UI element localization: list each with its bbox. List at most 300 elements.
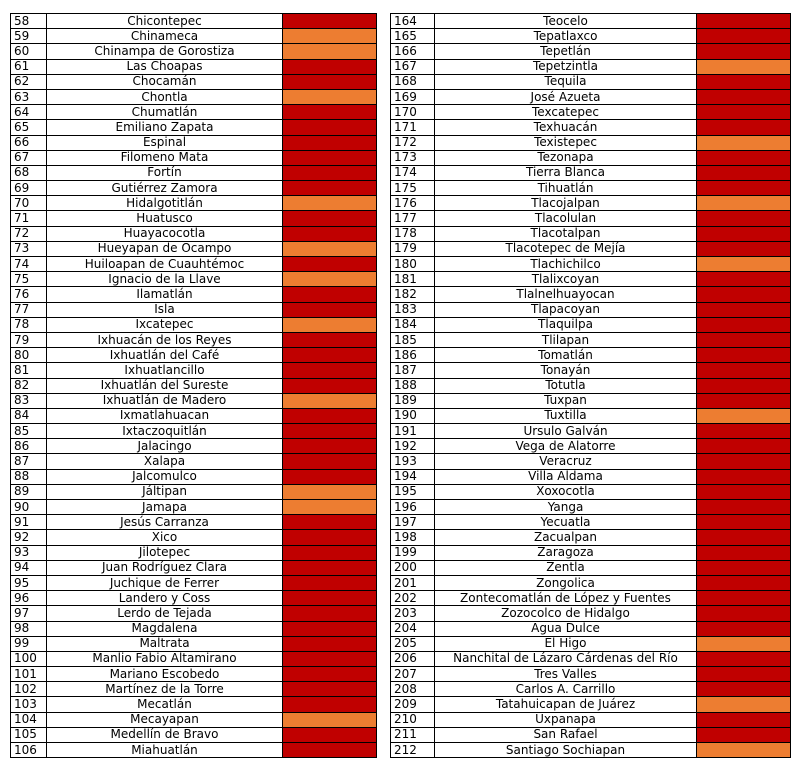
row-number: 170 (391, 105, 435, 120)
municipality-name: Zacualpan (435, 530, 697, 545)
table-row (11, 363, 377, 378)
row-number: 165 (391, 29, 435, 44)
table-row (11, 44, 377, 59)
level-swatch-orange (283, 712, 377, 727)
row-number: 67 (11, 150, 47, 165)
row-number: 77 (11, 302, 47, 317)
municipality-name: Tlacotepec de Mejía (435, 241, 697, 256)
municipality-name: Chinameca (47, 29, 283, 44)
table-row (391, 211, 791, 226)
level-swatch-red (283, 697, 377, 712)
row-number: 85 (11, 424, 47, 439)
municipality-name: Tlalnelhuayocan (435, 287, 697, 302)
table-row (11, 682, 377, 697)
table-row (391, 454, 791, 469)
row-number: 68 (11, 165, 47, 180)
row-number: 193 (391, 454, 435, 469)
table-row (391, 636, 791, 651)
table-row (391, 378, 791, 393)
table-row (11, 165, 377, 180)
table-row (391, 272, 791, 287)
table-row (391, 241, 791, 256)
municipality-name: Tonayán (435, 363, 697, 378)
table-row (391, 135, 791, 150)
row-number: 169 (391, 89, 435, 104)
municipality-name: Tierra Blanca (435, 165, 697, 180)
table-row (11, 575, 377, 590)
table-row (391, 712, 791, 727)
table-row (391, 697, 791, 712)
municipality-name: Tlacotalpan (435, 226, 697, 241)
table-row (391, 196, 791, 211)
municipality-name: Medellín de Bravo (47, 727, 283, 742)
municipality-name: Jáltipan (47, 484, 283, 499)
row-number: 94 (11, 560, 47, 575)
municipality-name: Manlio Fabio Altamirano (47, 651, 283, 666)
row-number: 66 (11, 135, 47, 150)
level-swatch-red (697, 575, 791, 590)
level-swatch-orange (283, 89, 377, 104)
municipality-name: Fortín (47, 165, 283, 180)
row-number: 198 (391, 530, 435, 545)
municipality-name: Tihuatlán (435, 181, 697, 196)
municipality-name: Ixhuatlán del Café (47, 348, 283, 363)
municipality-name: Xalapa (47, 454, 283, 469)
municipality-name: Tatahuicapan de Juárez (435, 697, 697, 712)
municipality-name: Nanchital de Lázaro Cárdenas del Río (435, 651, 697, 666)
level-swatch-red (697, 454, 791, 469)
row-number: 92 (11, 530, 47, 545)
level-swatch-red (283, 14, 377, 29)
row-number: 59 (11, 29, 47, 44)
table-row (391, 682, 791, 697)
table-row (391, 14, 791, 29)
level-swatch-red (697, 74, 791, 89)
level-swatch-orange (283, 317, 377, 332)
left-municipality-table (10, 13, 377, 758)
row-number: 97 (11, 606, 47, 621)
municipality-name: Teocelo (435, 14, 697, 29)
level-swatch-red (283, 727, 377, 742)
level-swatch-red (283, 439, 377, 454)
table-row (391, 165, 791, 180)
table-row (11, 454, 377, 469)
level-swatch-red (697, 712, 791, 727)
level-swatch-red (697, 621, 791, 636)
municipality-name: Villa Aldama (435, 469, 697, 484)
level-swatch-red (697, 332, 791, 347)
municipality-name: Jamapa (47, 500, 283, 515)
level-swatch-red (697, 393, 791, 408)
table-row (11, 135, 377, 150)
level-swatch-red (697, 120, 791, 135)
table-row (391, 484, 791, 499)
level-swatch-red (283, 181, 377, 196)
table-row (391, 29, 791, 44)
level-swatch-red (283, 424, 377, 439)
row-number: 84 (11, 408, 47, 423)
municipality-name: Xoxocotla (435, 484, 697, 499)
level-swatch-red (283, 621, 377, 636)
municipality-name: Espinal (47, 135, 283, 150)
municipality-name: San Rafael (435, 727, 697, 742)
level-swatch-red (697, 181, 791, 196)
row-number: 199 (391, 545, 435, 560)
row-number: 82 (11, 378, 47, 393)
level-swatch-red (697, 591, 791, 606)
row-number: 177 (391, 211, 435, 226)
table-row (11, 226, 377, 241)
municipality-name: Mecatlán (47, 697, 283, 712)
municipality-name: Huiloapan de Cuauhtémoc (47, 257, 283, 272)
level-swatch-red (283, 363, 377, 378)
row-number: 203 (391, 606, 435, 621)
table-row (391, 424, 791, 439)
municipality-name: Zozocolco de Hidalgo (435, 606, 697, 621)
table-row (391, 408, 791, 423)
table-row (11, 697, 377, 712)
level-swatch-red (283, 682, 377, 697)
row-number: 81 (11, 363, 47, 378)
table-row (11, 120, 377, 135)
table-row (391, 363, 791, 378)
level-swatch-red (283, 667, 377, 682)
row-number: 192 (391, 439, 435, 454)
level-swatch-orange (283, 272, 377, 287)
table-row (11, 196, 377, 211)
row-number: 187 (391, 363, 435, 378)
table-row (391, 667, 791, 682)
table-row (391, 606, 791, 621)
municipality-name: Tuxpan (435, 393, 697, 408)
level-swatch-orange (283, 500, 377, 515)
row-number: 75 (11, 272, 47, 287)
municipality-name: Mecayapan (47, 712, 283, 727)
level-swatch-red (697, 44, 791, 59)
row-number: 61 (11, 59, 47, 74)
level-swatch-red (697, 226, 791, 241)
level-swatch-red (697, 150, 791, 165)
row-number: 188 (391, 378, 435, 393)
row-number: 206 (391, 651, 435, 666)
level-swatch-red (697, 545, 791, 560)
level-swatch-red (283, 743, 377, 758)
table-row (391, 727, 791, 742)
level-swatch-red (697, 667, 791, 682)
level-swatch-red (697, 89, 791, 104)
row-number: 64 (11, 105, 47, 120)
municipality-name: Ixtaczoquitlán (47, 424, 283, 439)
right-municipality-table (390, 13, 791, 758)
table-row (11, 439, 377, 454)
row-number: 202 (391, 591, 435, 606)
row-number: 83 (11, 393, 47, 408)
row-number: 173 (391, 150, 435, 165)
row-number: 179 (391, 241, 435, 256)
table-row (391, 591, 791, 606)
table-row (11, 484, 377, 499)
table-row (11, 211, 377, 226)
level-swatch-orange (697, 196, 791, 211)
row-number: 196 (391, 500, 435, 515)
municipality-name: Filomeno Mata (47, 150, 283, 165)
municipality-name: Miahuatlán (47, 743, 283, 758)
right-table-body (391, 14, 791, 758)
municipality-name: Chicontepec (47, 14, 283, 29)
level-swatch-red (283, 530, 377, 545)
level-swatch-red (283, 105, 377, 120)
municipality-name: Gutiérrez Zamora (47, 181, 283, 196)
table-row (11, 545, 377, 560)
row-number: 210 (391, 712, 435, 727)
municipality-name: Juchique de Ferrer (47, 575, 283, 590)
municipality-name: Mariano Escobedo (47, 667, 283, 682)
row-number: 87 (11, 454, 47, 469)
municipality-name: Yecuatla (435, 515, 697, 530)
row-number: 98 (11, 621, 47, 636)
municipality-name: Hidalgotitlán (47, 196, 283, 211)
table-row (391, 74, 791, 89)
row-number: 78 (11, 317, 47, 332)
row-number: 63 (11, 89, 47, 104)
row-number: 58 (11, 14, 47, 29)
row-number: 195 (391, 484, 435, 499)
municipality-name: Tepatlaxco (435, 29, 697, 44)
table-row (391, 226, 791, 241)
table-row (391, 575, 791, 590)
row-number: 72 (11, 226, 47, 241)
municipality-name: José Azueta (435, 89, 697, 104)
table-row (11, 743, 377, 758)
row-number: 209 (391, 697, 435, 712)
row-number: 200 (391, 560, 435, 575)
table-row (11, 181, 377, 196)
row-number: 88 (11, 469, 47, 484)
municipality-name: Vega de Alatorre (435, 439, 697, 454)
row-number: 74 (11, 257, 47, 272)
municipality-name: Chumatlán (47, 105, 283, 120)
table-row (391, 181, 791, 196)
table-row (11, 621, 377, 636)
municipality-name: Santiago Sochiapan (435, 743, 697, 758)
table-row (11, 727, 377, 742)
municipality-name: Emiliano Zapata (47, 120, 283, 135)
level-swatch-orange (283, 196, 377, 211)
level-swatch-red (697, 606, 791, 621)
level-swatch-red (697, 469, 791, 484)
municipality-name: Tepetlán (435, 44, 697, 59)
row-number: 181 (391, 272, 435, 287)
row-number: 189 (391, 393, 435, 408)
row-number: 93 (11, 545, 47, 560)
municipality-name: Tepetzintla (435, 59, 697, 74)
municipality-name: Juan Rodríguez Clara (47, 560, 283, 575)
level-swatch-orange (283, 29, 377, 44)
municipality-name: Uxpanapa (435, 712, 697, 727)
municipality-name: Ixcatepec (47, 317, 283, 332)
level-swatch-red (697, 211, 791, 226)
table-row (11, 150, 377, 165)
table-row (391, 621, 791, 636)
municipality-name: Chontla (47, 89, 283, 104)
municipality-name: Zentla (435, 560, 697, 575)
municipality-name: Tuxtilla (435, 408, 697, 423)
table-row (11, 317, 377, 332)
table-row (11, 424, 377, 439)
row-number: 207 (391, 667, 435, 682)
municipality-name: Zaragoza (435, 545, 697, 560)
municipality-name: Landero y Coss (47, 591, 283, 606)
row-number: 62 (11, 74, 47, 89)
level-swatch-red (697, 317, 791, 332)
level-swatch-red (283, 59, 377, 74)
municipality-name: Huayacocotla (47, 226, 283, 241)
row-number: 204 (391, 621, 435, 636)
row-number: 201 (391, 575, 435, 590)
level-swatch-red (283, 302, 377, 317)
row-number: 100 (11, 651, 47, 666)
municipality-name: Jesús Carranza (47, 515, 283, 530)
level-swatch-red (697, 105, 791, 120)
level-swatch-red (697, 484, 791, 499)
row-number: 73 (11, 241, 47, 256)
table-row (11, 651, 377, 666)
municipality-name: Chinampa de Gorostiza (47, 44, 283, 59)
table-row (11, 272, 377, 287)
municipality-name: Tlacolulan (435, 211, 697, 226)
table-row (391, 332, 791, 347)
row-number: 167 (391, 59, 435, 74)
table-row (11, 530, 377, 545)
level-swatch-red (283, 257, 377, 272)
level-swatch-red (697, 14, 791, 29)
municipality-name: Tlapacoyan (435, 302, 697, 317)
table-row (391, 651, 791, 666)
table-row (11, 29, 377, 44)
level-swatch-red (697, 378, 791, 393)
municipality-name: Tlachichilco (435, 257, 697, 272)
table-row (391, 120, 791, 135)
level-swatch-red (283, 287, 377, 302)
table-row (391, 530, 791, 545)
level-swatch-red (697, 348, 791, 363)
level-swatch-red (283, 150, 377, 165)
table-row (11, 14, 377, 29)
row-number: 208 (391, 682, 435, 697)
municipality-name: Veracruz (435, 454, 697, 469)
table-row (391, 439, 791, 454)
row-number: 80 (11, 348, 47, 363)
level-swatch-red (283, 545, 377, 560)
table-row (391, 393, 791, 408)
level-swatch-red (283, 469, 377, 484)
level-swatch-red (697, 515, 791, 530)
table-row (391, 545, 791, 560)
municipality-name: Huatusco (47, 211, 283, 226)
level-swatch-red (697, 302, 791, 317)
level-swatch-orange (697, 743, 791, 758)
table-row (11, 378, 377, 393)
row-number: 197 (391, 515, 435, 530)
level-swatch-red (283, 378, 377, 393)
row-number: 190 (391, 408, 435, 423)
municipality-name: Ixhuatlancillo (47, 363, 283, 378)
table-row (391, 150, 791, 165)
row-number: 60 (11, 44, 47, 59)
level-swatch-red (283, 606, 377, 621)
row-number: 101 (11, 667, 47, 682)
table-row (11, 89, 377, 104)
municipality-name: Texhuacán (435, 120, 697, 135)
municipality-name: Ixmatlahuacan (47, 408, 283, 423)
level-swatch-red (697, 500, 791, 515)
level-swatch-red (283, 560, 377, 575)
table-row (391, 287, 791, 302)
table-row (11, 59, 377, 74)
row-number: 183 (391, 302, 435, 317)
table-row (391, 105, 791, 120)
row-number: 70 (11, 196, 47, 211)
municipality-name: Tlilapan (435, 332, 697, 347)
level-swatch-red (283, 226, 377, 241)
table-row (11, 667, 377, 682)
level-swatch-red (283, 135, 377, 150)
municipality-name: Tlalixcoyan (435, 272, 697, 287)
row-number: 69 (11, 181, 47, 196)
row-number: 71 (11, 211, 47, 226)
row-number: 182 (391, 287, 435, 302)
row-number: 174 (391, 165, 435, 180)
table-row (11, 408, 377, 423)
level-swatch-red (697, 272, 791, 287)
row-number: 91 (11, 515, 47, 530)
municipality-name: Tlaquilpa (435, 317, 697, 332)
municipality-name: Yanga (435, 500, 697, 515)
table-row (391, 500, 791, 515)
table-row (391, 59, 791, 74)
row-number: 103 (11, 697, 47, 712)
level-swatch-red (283, 454, 377, 469)
municipality-name: Ixhuatlán del Sureste (47, 378, 283, 393)
level-swatch-red (697, 424, 791, 439)
row-number: 106 (11, 743, 47, 758)
level-swatch-orange (697, 257, 791, 272)
row-number: 186 (391, 348, 435, 363)
row-number: 211 (391, 727, 435, 742)
municipality-name: Jilotepec (47, 545, 283, 560)
row-number: 171 (391, 120, 435, 135)
level-swatch-red (283, 74, 377, 89)
table-row (11, 74, 377, 89)
municipality-name: Ixhuatlán de Madero (47, 393, 283, 408)
municipality-name: Zontecomatlán de López y Fuentes (435, 591, 697, 606)
level-swatch-red (697, 439, 791, 454)
table-row (391, 89, 791, 104)
municipality-name: Xico (47, 530, 283, 545)
table-row (391, 469, 791, 484)
level-swatch-orange (697, 135, 791, 150)
row-number: 102 (11, 682, 47, 697)
municipality-name: Totutla (435, 378, 697, 393)
row-number: 191 (391, 424, 435, 439)
level-swatch-orange (697, 408, 791, 423)
level-swatch-red (283, 332, 377, 347)
level-swatch-red (697, 165, 791, 180)
table-row (11, 636, 377, 651)
table-row (391, 44, 791, 59)
row-number: 76 (11, 287, 47, 302)
municipality-name: Ilamatlán (47, 287, 283, 302)
